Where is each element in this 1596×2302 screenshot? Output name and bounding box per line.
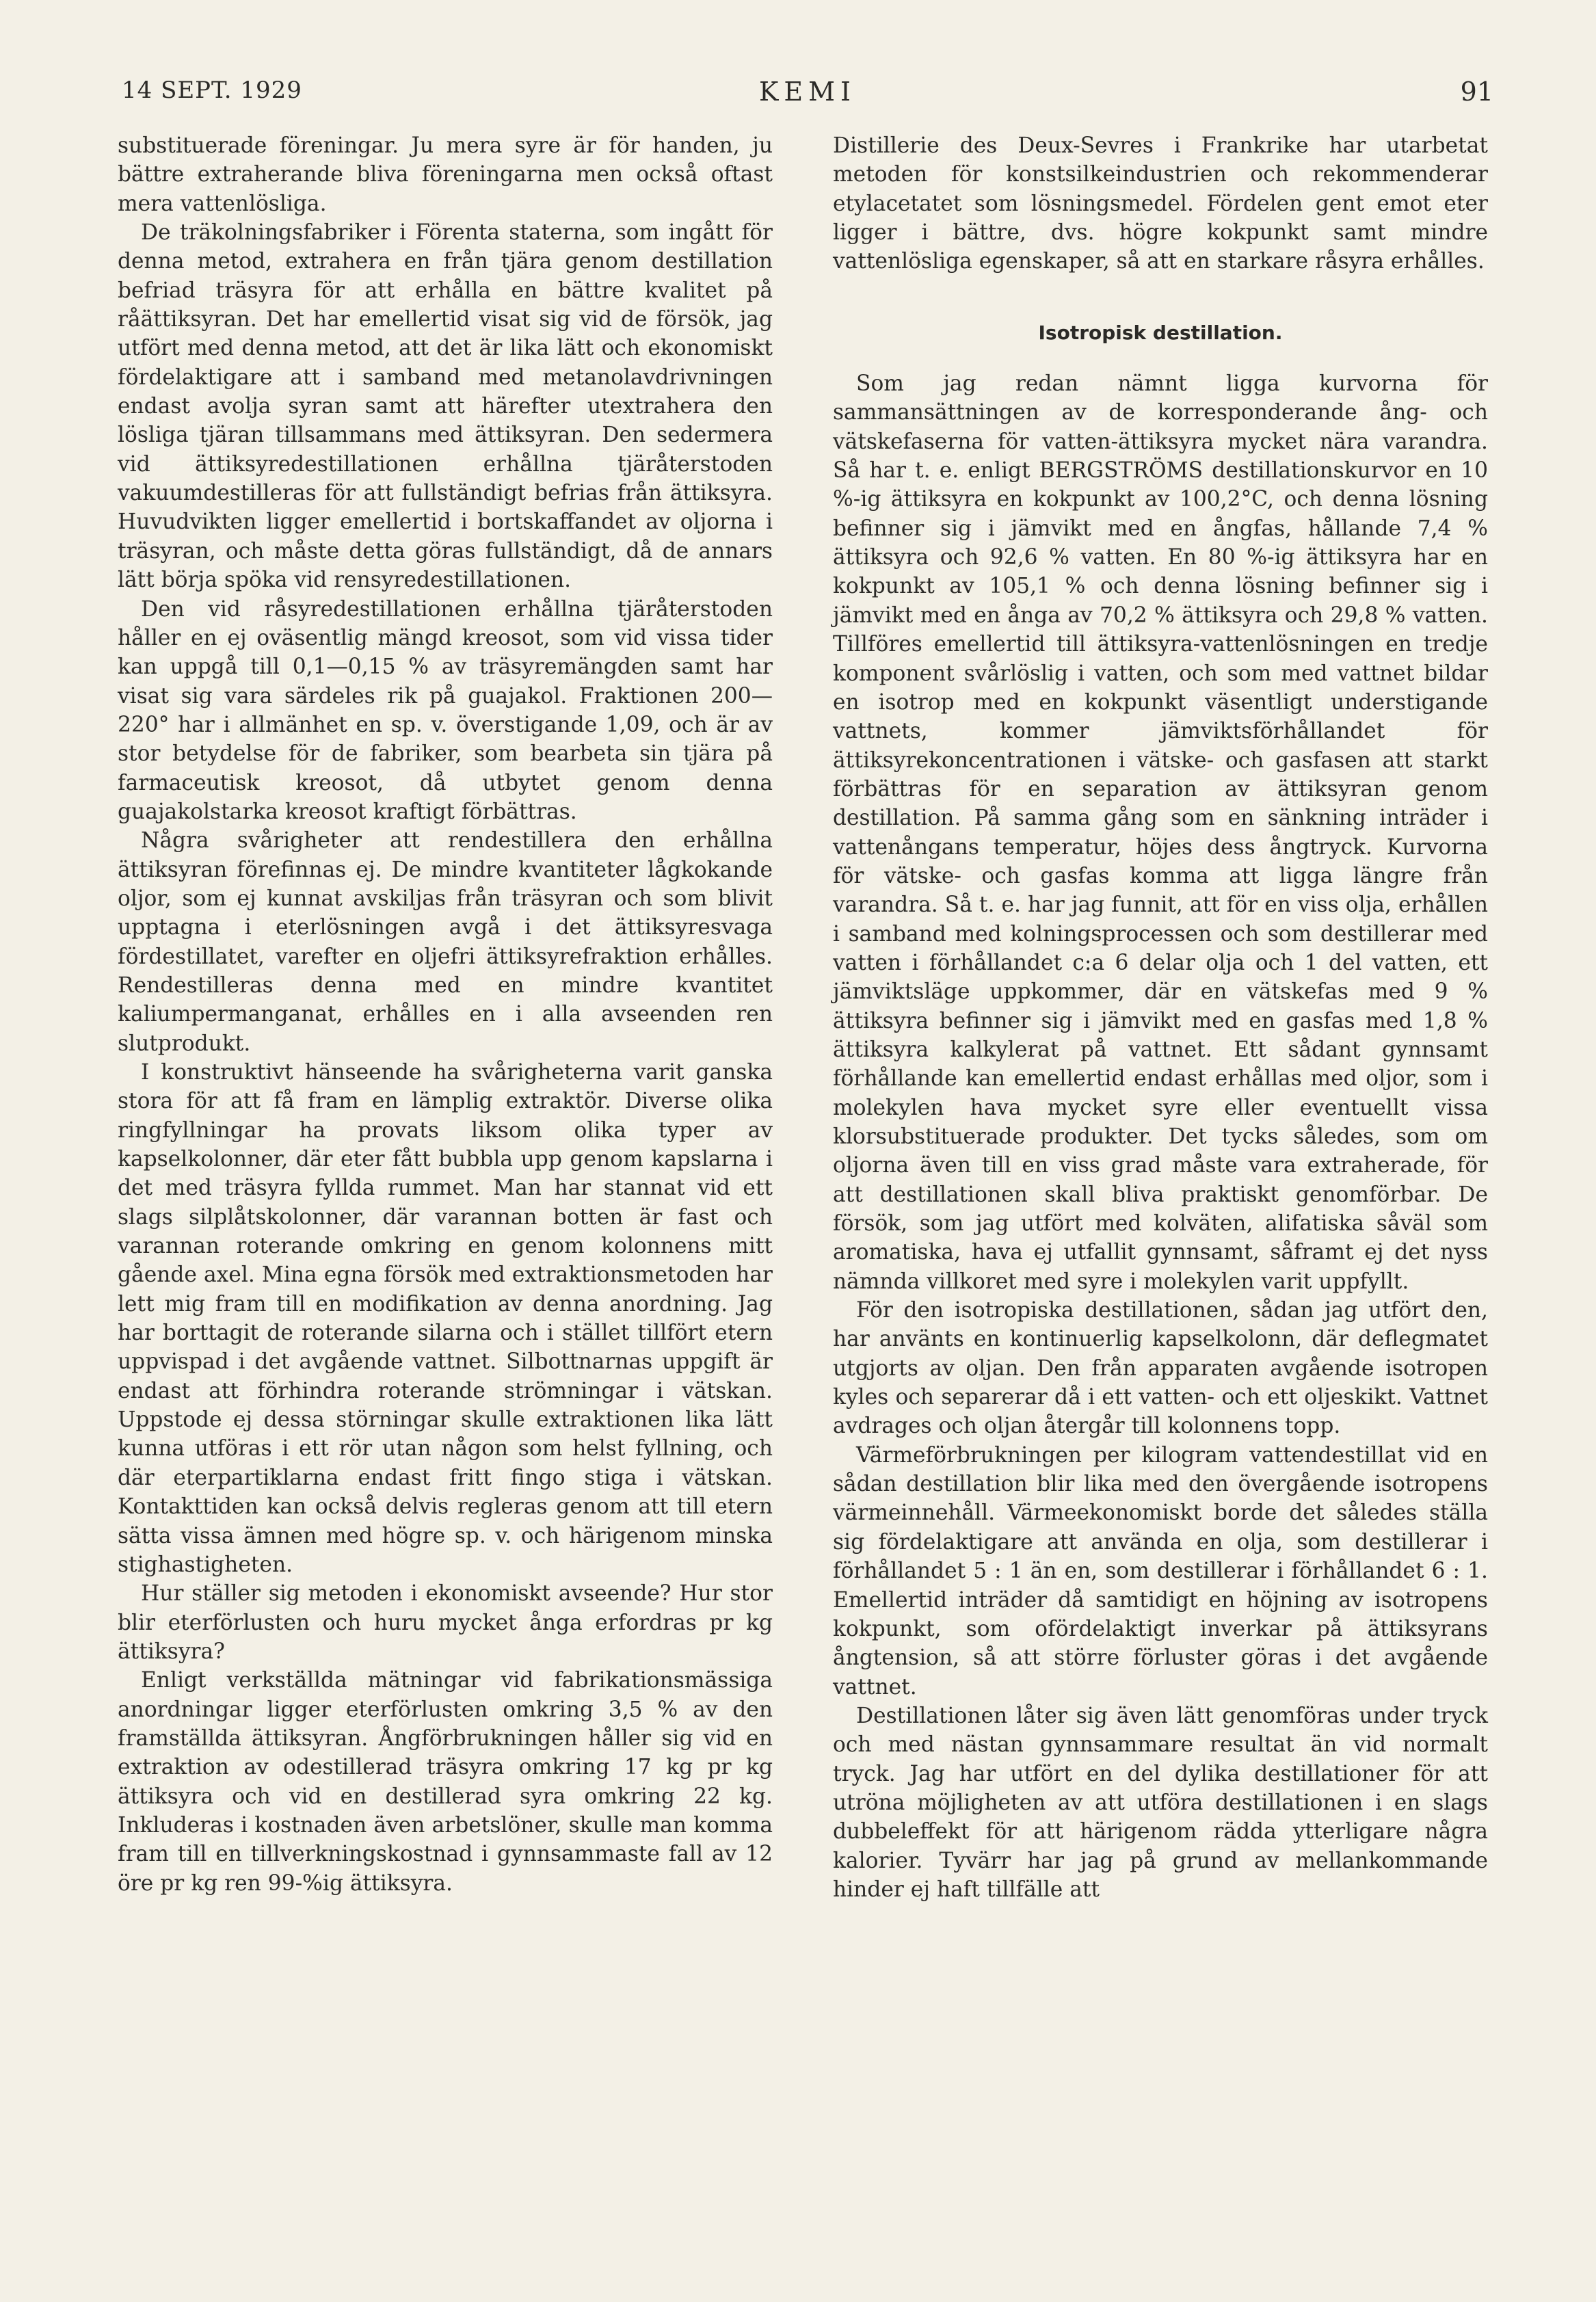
paragraph: Som jag redan nämnt ligga kurvorna för sammansättningen av de korresponderande ång- och vätskefaserna för vatten-ättiksyra mycket nära varandra. Så har t. e. enligt BERGSTRÖMS destillationskurvor en 10 %-ig ättiksyra en kokpunkt av 100,2°C, och denna lösning befinner sig i jämvikt med en ångfas, hållande 7,4 % ättiksyra och 92,6 % vatten. En 80 %-ig ättiksyra har en kokpunkt av 105,1 % och denna lösning befinner sig i jämvikt med en ånga av 70,2 % ättiksyra och 29,8 % vatten. Tillföres emellertid till ättiksyra-vattenlösningen en tredje komponent svårlöslig i vatten, och som med vattnet bildar en isotrop med en kokpunkt väsentligt understigande vattnets, kommer jämviktsförhållandet för ättiksyrekoncentrationen i vätske- och gasfasen att starkt förbättras för en separation av ättiksyran genom destillation. På samma gång som en sänkning inträder i vattenångans temperatur, höjes dess ångtryck. Kurvorna för vätske- och gasfas komma att ligga längre från varandra. Så t. e. har jag funnit, att för en viss olja, erhållen i samband med kolningsprocessen och som destillerar med vatten i förhållandet c:a 6 delar olja och 1 del vatten, ett jämviktsläge uppkommer, där en vätskefas med 9 % ättiksyra befinner sig i jämvikt med en gasfas med 1,8 % ättiksyra kalkylerat på vattnet. Ett sådant gynnsamt förhållande kan emellertid endast erhållas med oljor, som i molekylen hava mycket syre eller eventuellt vissa klorsubstituerade produkter. Det tycks således, som om oljorna även till en viss grad måste vara extraherade, för att destillationen skall bliva praktiskt genomförbar. De försök, som jag utfört med kolväten, alifatiska såväl som aromatiska, hava ej utfallit gynnsamt, såframt ej det nyss nämnda villkoret med syre i molekylen varit uppfyllt.: [833, 371, 1488, 1294]
page-number: 91: [1460, 77, 1493, 107]
paragraph: De träkolningsfabriker i Förenta staterna, som ingått för denna metod, extrahera en från tjära genom destillation befriad träsyra för att erhålla en bättre kvalitet på råättiksyran. Det har emellertid visat sig vid de försök, jag utfört med denna metod, att det är lika lätt och ekonomiskt fördelaktigare att i samband med metanolavdrivningen endast avolja syran samt att härefter utextrahera den lösliga tjäran tillsammans med ättiksyran. Den sedermera vid ättiksyredestillationen erhållna tjäråterstoden vakuumdestilleras för att fullständigt befrias från ättiksyra. Huvudvikten ligger emellertid i bortskaffandet av oljorna i träsyran, och måste detta göras fullständigt, då de annars lätt börja spöka vid rensyredestillationen.: [118, 220, 773, 593]
paragraph: Distillerie des Deux-Sevres i Frankrike har utarbetat metoden för konstsilkeindustrien och rekommenderar etylacetatet som lösningsmedel. Fördelen gent emot eter ligger i bättre, dvs. högre kokpunkt samt mindre vattenlösliga egenskaper, så att en starkare råsyra erhålles.: [833, 133, 1488, 274]
journal-title: KEMI: [758, 77, 857, 107]
paragraph: För den isotropiska destillationen, sådan jag utfört den, har använts en kontinuerlig kapselkolonn, där deflegmatet utgjorts av oljan. Den från apparaten avgående isotropen kyles och separerar då i ett vatten- och ett oljeskikt. Vattnet avdrages och oljan återgår till kolonnens topp.: [833, 1298, 1488, 1439]
right-column: [833, 131, 1488, 1904]
paragraph: Enligt verkställda mätningar vid fabrikationsmässiga anordningar ligger eterförlusten omkring 3,5 % av den framställda ättiksyran. Ångförbrukningen håller sig vid en extraktion av odestillerad träsyra omkring 17 kg pr kg ättiksyra och vid en destillerad syra omkring 22 kg. Inkluderas i kostnaden även arbetslöner, skulle man komma fram till en tillverkningskostnad i gynnsammaste fall av 12 öre pr kg ren 99-%ig ättiksyra.: [118, 1668, 773, 1896]
right-column-intro: [833, 131, 1488, 276]
section-heading: Isotropisk destillation.: [1038, 321, 1283, 344]
paragraph: Hur ställer sig metoden i ekonomiskt avseende? Hur stor blir eterförlusten och huru mycket ånga erfordras pr kg ättiksyra?: [118, 1581, 773, 1664]
paragraph: substituerade föreningar. Ju mera syre är för handen, ju bättre extraherande bliva föreningarna men också oftast mera vattenlösliga.: [118, 133, 773, 216]
left-column: [118, 131, 773, 1898]
paragraph: Destillationen låter sig även lätt genomföras under tryck och med nästan gynnsammare resultat än vid normalt tryck. Jag har utfört en del dylika destillationer för att utröna möjligheten av att utföra destillationen i en slags dubbeleffekt för att härigenom rädda ytterligare några kalorier. Tyvärr har jag på grund av mellankommande hinder ej haft tillfälle att: [833, 1703, 1488, 1902]
paragraph: Några svårigheter att rendestillera den erhållna ättiksyran förefinnas ej. De mindre kvantiteter lågkokande oljor, som ej kunnat avskiljas från träsyran och som blivit upptagna i eterlösningen avgå i det ättiksyresvaga fördestillatet, varefter en oljefri ättiksyrefraktion erhålles. Rendestilleras denna med en mindre kvantitet kaliumpermanganat, erhålles en i alla avseenden ren slutprodukt.: [118, 828, 773, 1056]
issue-date: 14 SEPT. 1929: [122, 77, 302, 104]
page-header: [122, 77, 1493, 118]
right-column-body: [833, 369, 1488, 1904]
paragraph: Värmeförbrukningen per kilogram vattendestillat vid en sådan destillation blir lika med den övergående isotropens värmeinnehåll. Värmeekonomiskt borde det således ställa sig fördelaktigare att använda en olja, som destillerar i förhållandet 5 : 1 än en, som destillerar i förhållandet 6 : 1. Emellertid inträder då samtidigt en höjning av isotropens kokpunkt, som ofördelaktigt inverkar på ättiksyrans ångtension, så att större förluster göras i det avgående vattnet.: [833, 1442, 1488, 1699]
paragraph: I konstruktivt hänseende ha svårigheterna varit ganska stora för att få fram en lämplig extraktör. Diverse olika ringfyllningar ha provats liksom olika typer av kapselkolonner, där eter fått bubbla upp genom kapslarna i det med träsyra fyllda rummet. Man har stannat vid ett slags silplåtskolonner, där varannan botten är fast och varannan roterande omkring en genom kolonnens mitt gående axel. Mina egna försök med extraktionsmetoden har lett mig fram till en modifikation av denna anordning. Jag har borttagit de roterande silarna och i stället tillfört etern uppvispad i det avgående vattnet. Silbottnarnas uppgift är endast att förhindra roterande strömningar i vätskan. Uppstode ej dessa störningar skulle extraktionen lika lätt kunna utföras i ett rör utan någon som helst fyllning, och där eterpartiklarna endast fritt fingo stiga i vätskan. Kontakttiden kan också delvis regleras genom att till etern sätta vissa ämnen med högre sp. v. och härigenom minska stighastigheten.: [118, 1060, 773, 1577]
paragraph: Den vid råsyredestillationen erhållna tjäråterstoden håller en ej oväsentlig mängd kreosot, som vid vissa tider kan uppgå till 0,1—0,15 % av träsyremängden samt har visat sig vara särdeles rik på guajakol. Fraktionen 200—220° har i allmänhet en sp. v. överstigande 1,09, och är av stor betydelse för de fabriker, som bearbeta sin tjära på farmaceutisk kreosot, då utbytet genom denna guajakolstarka kreosot kraftigt förbättras.: [118, 596, 773, 824]
